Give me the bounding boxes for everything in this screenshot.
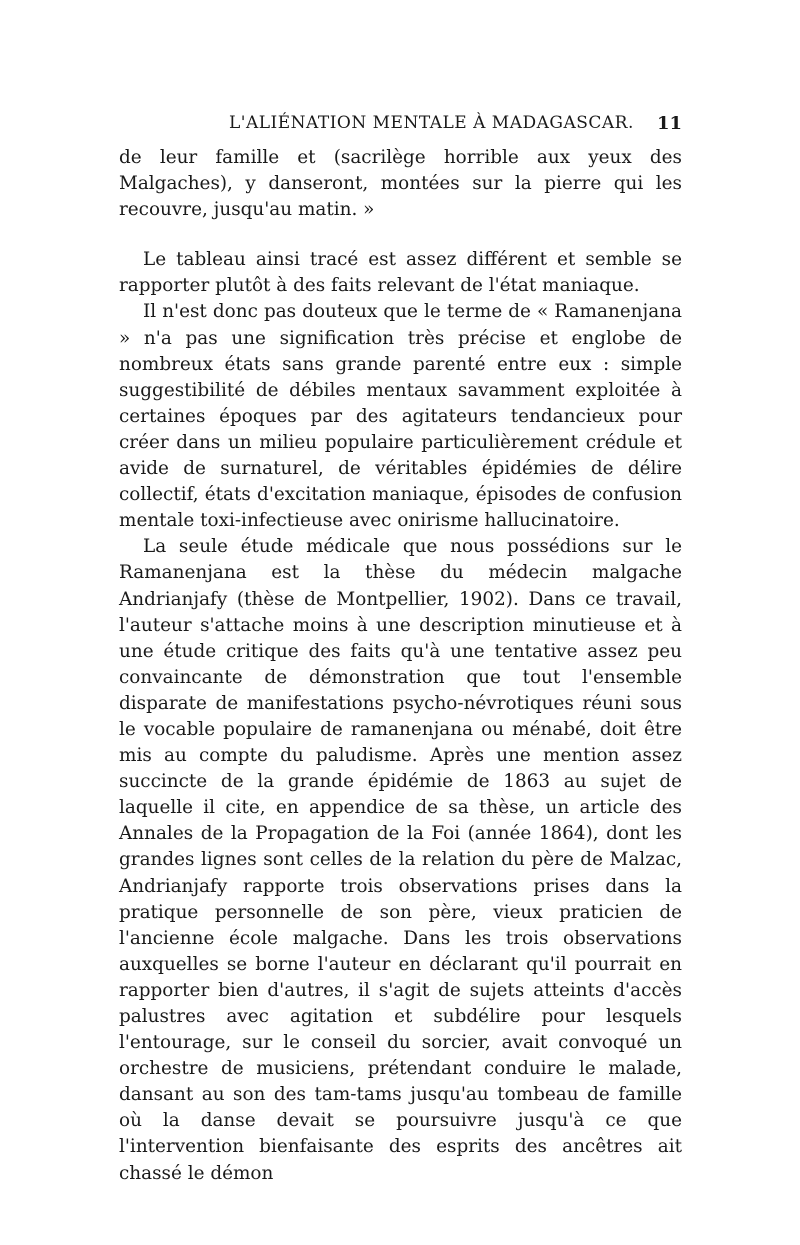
paragraph: Le tableau ainsi tracé est assez différent et semble se rapporter plutôt à des faits relevant de l'état maniaque. <box>119 249 682 297</box>
paragraph: Il n'est donc pas douteux que le terme de « Ramanenjana » n'a pas une signification très précise et englobe de nombreux états sans grande parenté entre eux : simple suggestibilité de débiles mentaux savamment exploitée à certaines époques par des agitateurs tendancieux pour créer dans un milieu populaire particulièrement crédule et avide de surnaturel, de véritables épidémies de délire collectif, états d'excitation maniaque, épisodes de confusion mentale toxi-infectieuse avec onirisme hallucinatoire. <box>119 301 682 532</box>
running-title: L'ALIÉNATION MENTALE À MADAGASCAR. <box>229 113 634 133</box>
page-number: 11 <box>656 113 682 134</box>
paragraph-continuation: de leur famille et (sacrilège horrible aux yeux des Malgaches), y danseront, montées sur la pierre qui les recouvre, jusqu'au matin. » <box>119 147 682 221</box>
document-page <box>119 113 682 1187</box>
paragraph: La seule étude médicale que nous possédions sur le Ramanenjana est la thèse du médecin malgache Andrianjafy (thèse de Montpellier, 1902). Dans ce travail, l'auteur s'attache moins à une description minutieuse et à une étude critique des faits qu'à une tentative assez peu convaincante de démonstration que tout l'ensemble disparate de manifestations psycho-névrotiques réuni sous le vocable populaire de ramanenjana ou ménabé, doit être mis au compte du paludisme. Après une mention assez succincte de la grande épidémie de 1863 au sujet de laquelle il cite, en appendice de sa thèse, un article des Annales de la Propagation de la Foi (année 1864), dont les grandes lignes sont celles de la relation du père de Malzac, Andrianjafy rapporte trois observations prises dans la pratique personnelle de son père, vieux praticien de l'ancienne école malgache. Dans les trois observations auxquelles se borne l'auteur en déclarant qu'il pourrait en rapporter bien d'autres, il s'agit de sujets atteints d'accès palustres avec agitation et subdélire pour lesquels l'entourage, sur le conseil du sorcier, avait convoqué un orchestre de musiciens, prétendant conduire le malade, dansant au son des tam-tams jusqu'au tombeau de famille où la danse devait se poursuivre jusqu'à ce que l'intervention bienfaisante des esprits des ancêtres ait chassé le démon <box>119 536 682 1184</box>
page-header <box>119 113 682 139</box>
paragraph-gap <box>119 223 682 247</box>
